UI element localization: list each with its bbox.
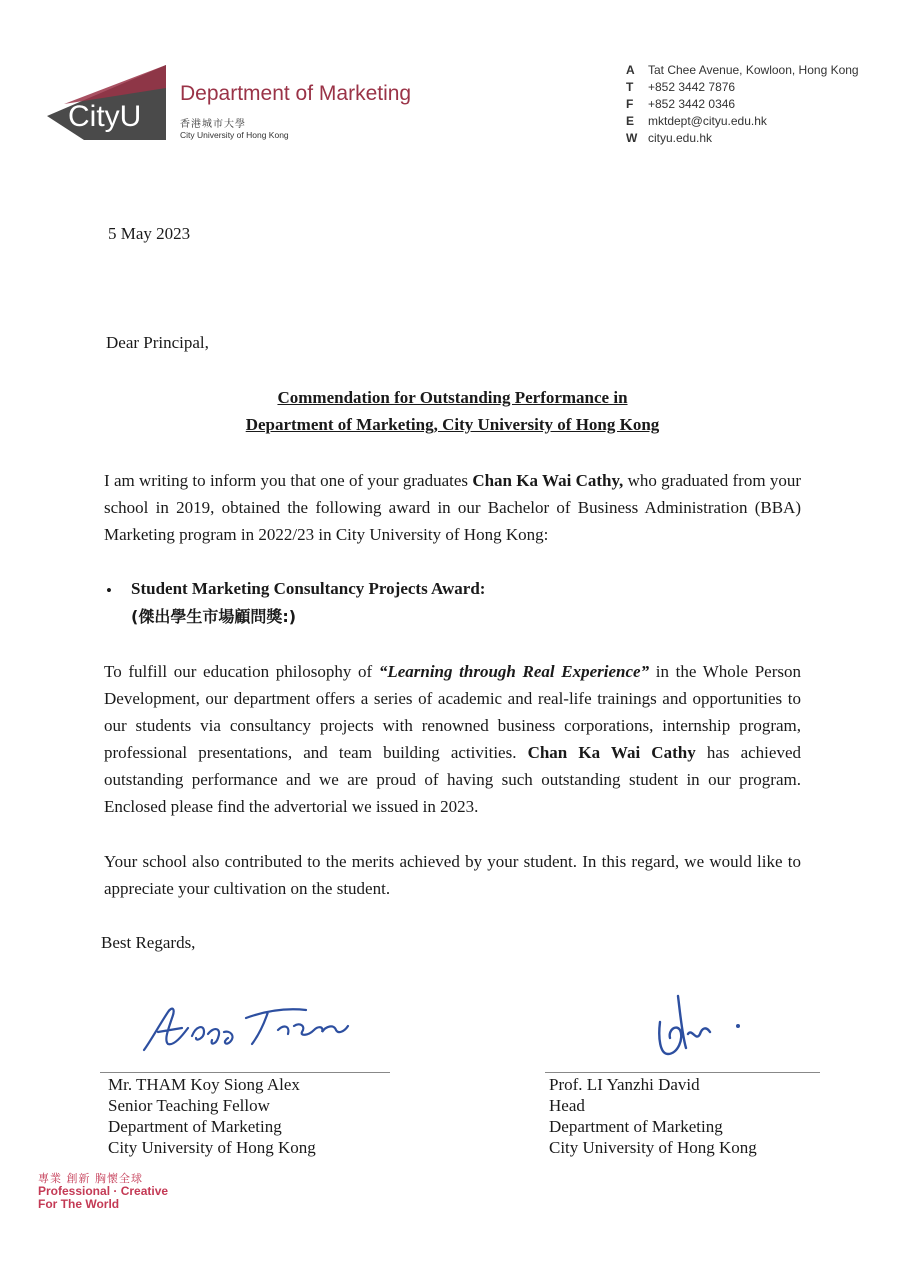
paragraph-award-intro: I am writing to inform you that one of your graduates Chan Ka Wai Cathy, who graduated from your school in 2019, obtained the following award in our Bachelor of Business Administration (BBA) Marketing program in 2022/23 in City University of Hong Kong: [104, 471, 802, 544]
signature-line-left [100, 1072, 390, 1073]
signatory-dept: Department of Marketing [549, 1117, 723, 1136]
signature-left [138, 996, 368, 1056]
paragraph-philosophy: To fulfill our education philosophy of “Learning through Real Experience” in the Whole Person Development, our department offers a series of academic and real-life trainings and opportunities to our students via consultancy projects with renowned business corporations, internship program, professional presentations, and team building activities. Chan Ka Wai Cathy has achieved outstanding performance and we are proud of having such outstanding student in our program. Enclosed please find the advertorial we issued in 2023. [104, 662, 801, 816]
signatory-org: City University of Hong Kong [549, 1138, 757, 1157]
salutation: Dear Principal, [106, 333, 209, 352]
signatory-title: Senior Teaching Fellow [108, 1096, 270, 1115]
award-title-cn: (傑出學生市場顧問獎:) [131, 607, 297, 626]
signatory-right [549, 1074, 757, 1158]
cityu-logo [44, 60, 174, 142]
philosophy-quote: “Learning through Real Experience” [378, 662, 650, 681]
paragraph-appreciation: Your school also contributed to the merits achieved by your student. In this regard, we would like to appreciate your cultivation on the student. [104, 852, 801, 898]
signatory-name: Prof. LI Yanzhi David [549, 1075, 700, 1094]
contact-email: E mktdept@cityu.edu.hk [626, 113, 767, 128]
footer-motto-cn: 專業 創新 胸懷全球 [38, 1172, 143, 1185]
signatory-name: Mr. THAM Koy Siong Alex [108, 1075, 300, 1094]
contact-fax: F +852 3442 0346 [626, 96, 736, 111]
subject-line-2: Department of Marketing, City University of Hong Kong [245, 415, 660, 434]
contact-address: A Tat Chee Avenue, Kowloon, Hong Kong [626, 62, 859, 77]
signature-right [648, 982, 758, 1062]
logo-text: CityU [68, 100, 142, 133]
signature-line-right [545, 1072, 820, 1073]
signatory-left [108, 1074, 316, 1158]
letter-date: 5 May 2023 [108, 224, 191, 243]
contact-block [626, 61, 859, 146]
award-title: Student Marketing Consultancy Projects Award: [131, 579, 486, 598]
contact-website: W cityu.edu.hk [626, 130, 713, 145]
subject-line-1: Commendation for Outstanding Performance in [277, 388, 628, 407]
signatory-org: City University of Hong Kong [108, 1138, 316, 1157]
bullet-icon: • [106, 581, 112, 600]
student-name: Chan Ka Wai Cathy, [472, 471, 624, 490]
footer-motto-en: Professional · Creative For The World [38, 1184, 169, 1211]
signatory-dept: Department of Marketing [108, 1117, 282, 1136]
contact-telephone: T +852 3442 7876 [626, 79, 736, 94]
university-name-cn: 香港城市大學 [180, 119, 246, 130]
department-name: Department of Marketing [180, 82, 412, 105]
student-name-2: Chan Ka Wai Cathy [527, 743, 696, 762]
signatory-title: Head [549, 1096, 585, 1115]
closing: Best Regards, [101, 933, 196, 952]
university-name-en: City University of Hong Kong [180, 130, 289, 140]
